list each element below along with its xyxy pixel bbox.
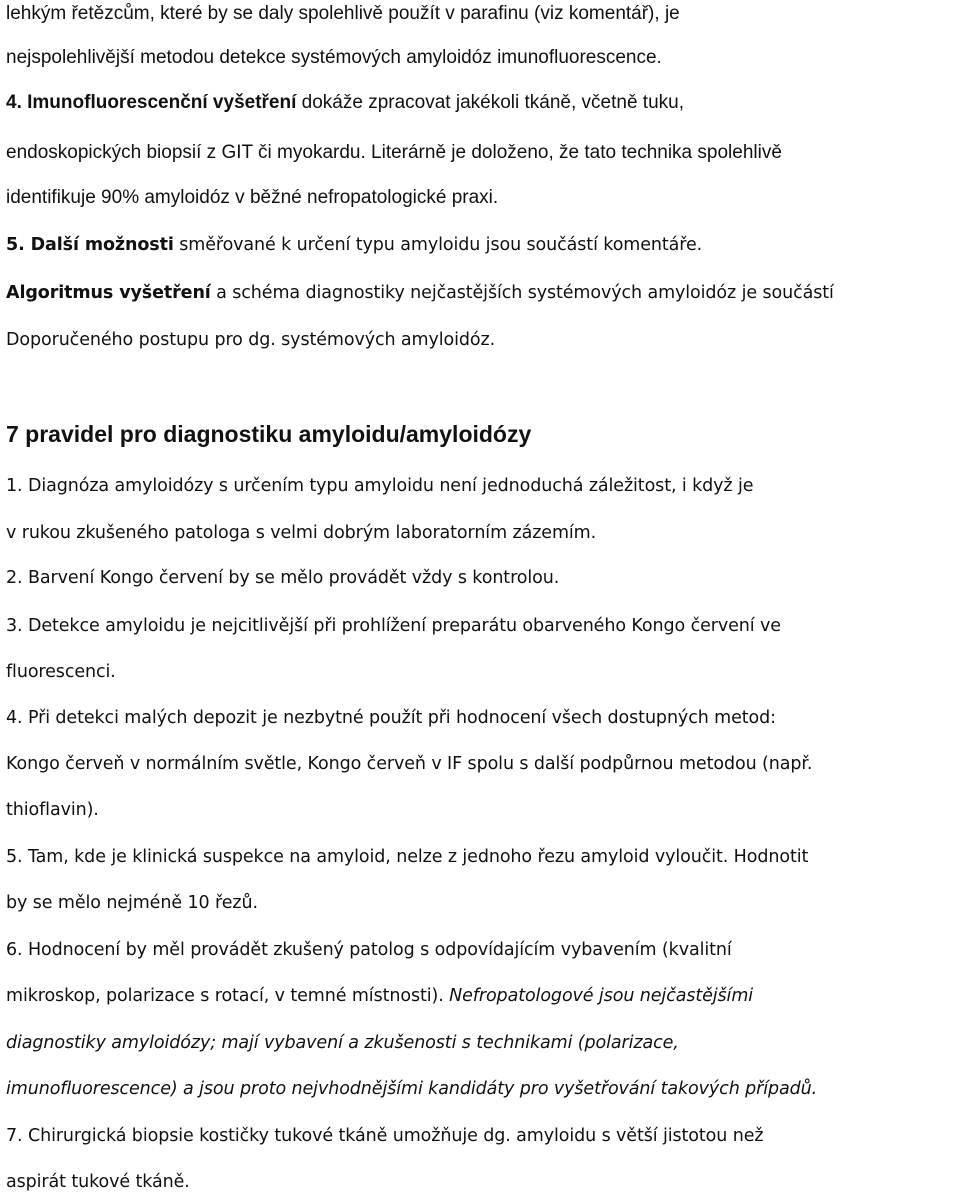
rule-5-line-2: by se mělo nejméně 10 řezů. xyxy=(6,893,258,913)
point4-line-1-rest: dokáže zpracovat jakékoli tkáně, včetně tuku, xyxy=(296,92,684,113)
rule-6-line-4 xyxy=(6,1077,817,1101)
rule-6-line-2-italic: Nefropatologové jsou nejčastějšími xyxy=(449,986,754,1006)
point4-bold: 4. Imunofluorescenční vyšetření xyxy=(6,92,297,113)
rule-3-line-2: fluorescenci. xyxy=(6,662,116,682)
point5-bold: 5. Další možnosti xyxy=(6,235,174,255)
rule-6-line-2-plain: mikroskop, polarizace s rotací, v temné místnosti). xyxy=(6,986,450,1006)
algorithm-line-2: Doporučeného postupu pro dg. systémových amyloidóz. xyxy=(6,330,496,350)
rule-1-line-2: v rukou zkušeného patologa s velmi dobrým laboratorním zázemím. xyxy=(6,523,597,543)
point4-line-2: endoskopických biopsií z GIT či myokardu. Literárně je doloženo, že tato technika spolehlivě xyxy=(6,142,782,163)
rule-6-line-3 xyxy=(6,1031,679,1055)
algorithm-bold: Algoritmus vyšetření xyxy=(6,283,211,303)
section-heading: 7 pravidel pro diagnostiku amyloidu/amyloidózy xyxy=(6,421,532,447)
rule-4-line-3: thioflavin). xyxy=(6,800,99,820)
rule-6-line-4-italic: imunofluorescence) a jsou proto nejvhodnějšími kandidáty pro vyšetřování takových případů. xyxy=(6,1079,818,1099)
rule-4-line-1: 4. Při detekci malých depozit je nezbytné použít při hodnocení všech dostupných metod: xyxy=(6,708,776,728)
rule-7-line-1: 7. Chirurgická biopsie kostičky tukové tkáně umožňuje dg. amyloidu s větší jistotou než xyxy=(6,1126,764,1146)
point5-line xyxy=(6,233,702,257)
rule-7-line-2: aspirát tukové tkáně. xyxy=(6,1172,190,1192)
rule-6-line-3-italic: diagnostiky amyloidózy; mají vybavení a zkušenosti s technikami (polarizace, xyxy=(6,1033,679,1053)
point5-rest: směřované k určení typu amyloidu jsou součástí komentáře. xyxy=(173,235,703,255)
rule-6-line-1: 6. Hodnocení by měl provádět zkušený patolog s odpovídajícím vybavením (kvalitní xyxy=(6,940,732,960)
rule-5-line-1: 5. Tam, kde je klinická suspekce na amyloid, nelze z jednoho řezu amyloid vyloučit. Hodnotit xyxy=(6,847,809,867)
algorithm-line-1 xyxy=(6,281,834,305)
rule-2: 2. Barvení Kongo červení by se mělo provádět vždy s kontrolou. xyxy=(6,568,560,588)
rule-6-line-2 xyxy=(6,984,753,1008)
intro-line-2: nejspolehlivější metodou detekce systémových amyloidóz imunofluorescence. xyxy=(6,47,662,68)
algorithm-line-1-rest: a schéma diagnostiky nejčastějších systémových amyloidóz je součástí xyxy=(210,283,834,303)
rule-3-line-1: 3. Detekce amyloidu je nejcitlivější při prohlížení preparátu obarveného Kongo červení ve xyxy=(6,616,781,636)
point4-line-1 xyxy=(6,91,684,115)
intro-line-1: lehkým řetězcům, které by se daly spolehlivě použít v parafinu (viz komentář), je xyxy=(6,3,680,24)
rule-4-line-2: Kongo červeň v normálním světle, Kongo červeň v IF spolu s další podpůrnou metodou (např. xyxy=(6,754,813,774)
rule-1-line-1: 1. Diagnóza amyloidózy s určením typu amyloidu není jednoduchá záležitost, i když je xyxy=(6,476,754,496)
point4-line-3: identifikuje 90% amyloidóz v běžné nefropatologické praxi. xyxy=(6,187,499,208)
